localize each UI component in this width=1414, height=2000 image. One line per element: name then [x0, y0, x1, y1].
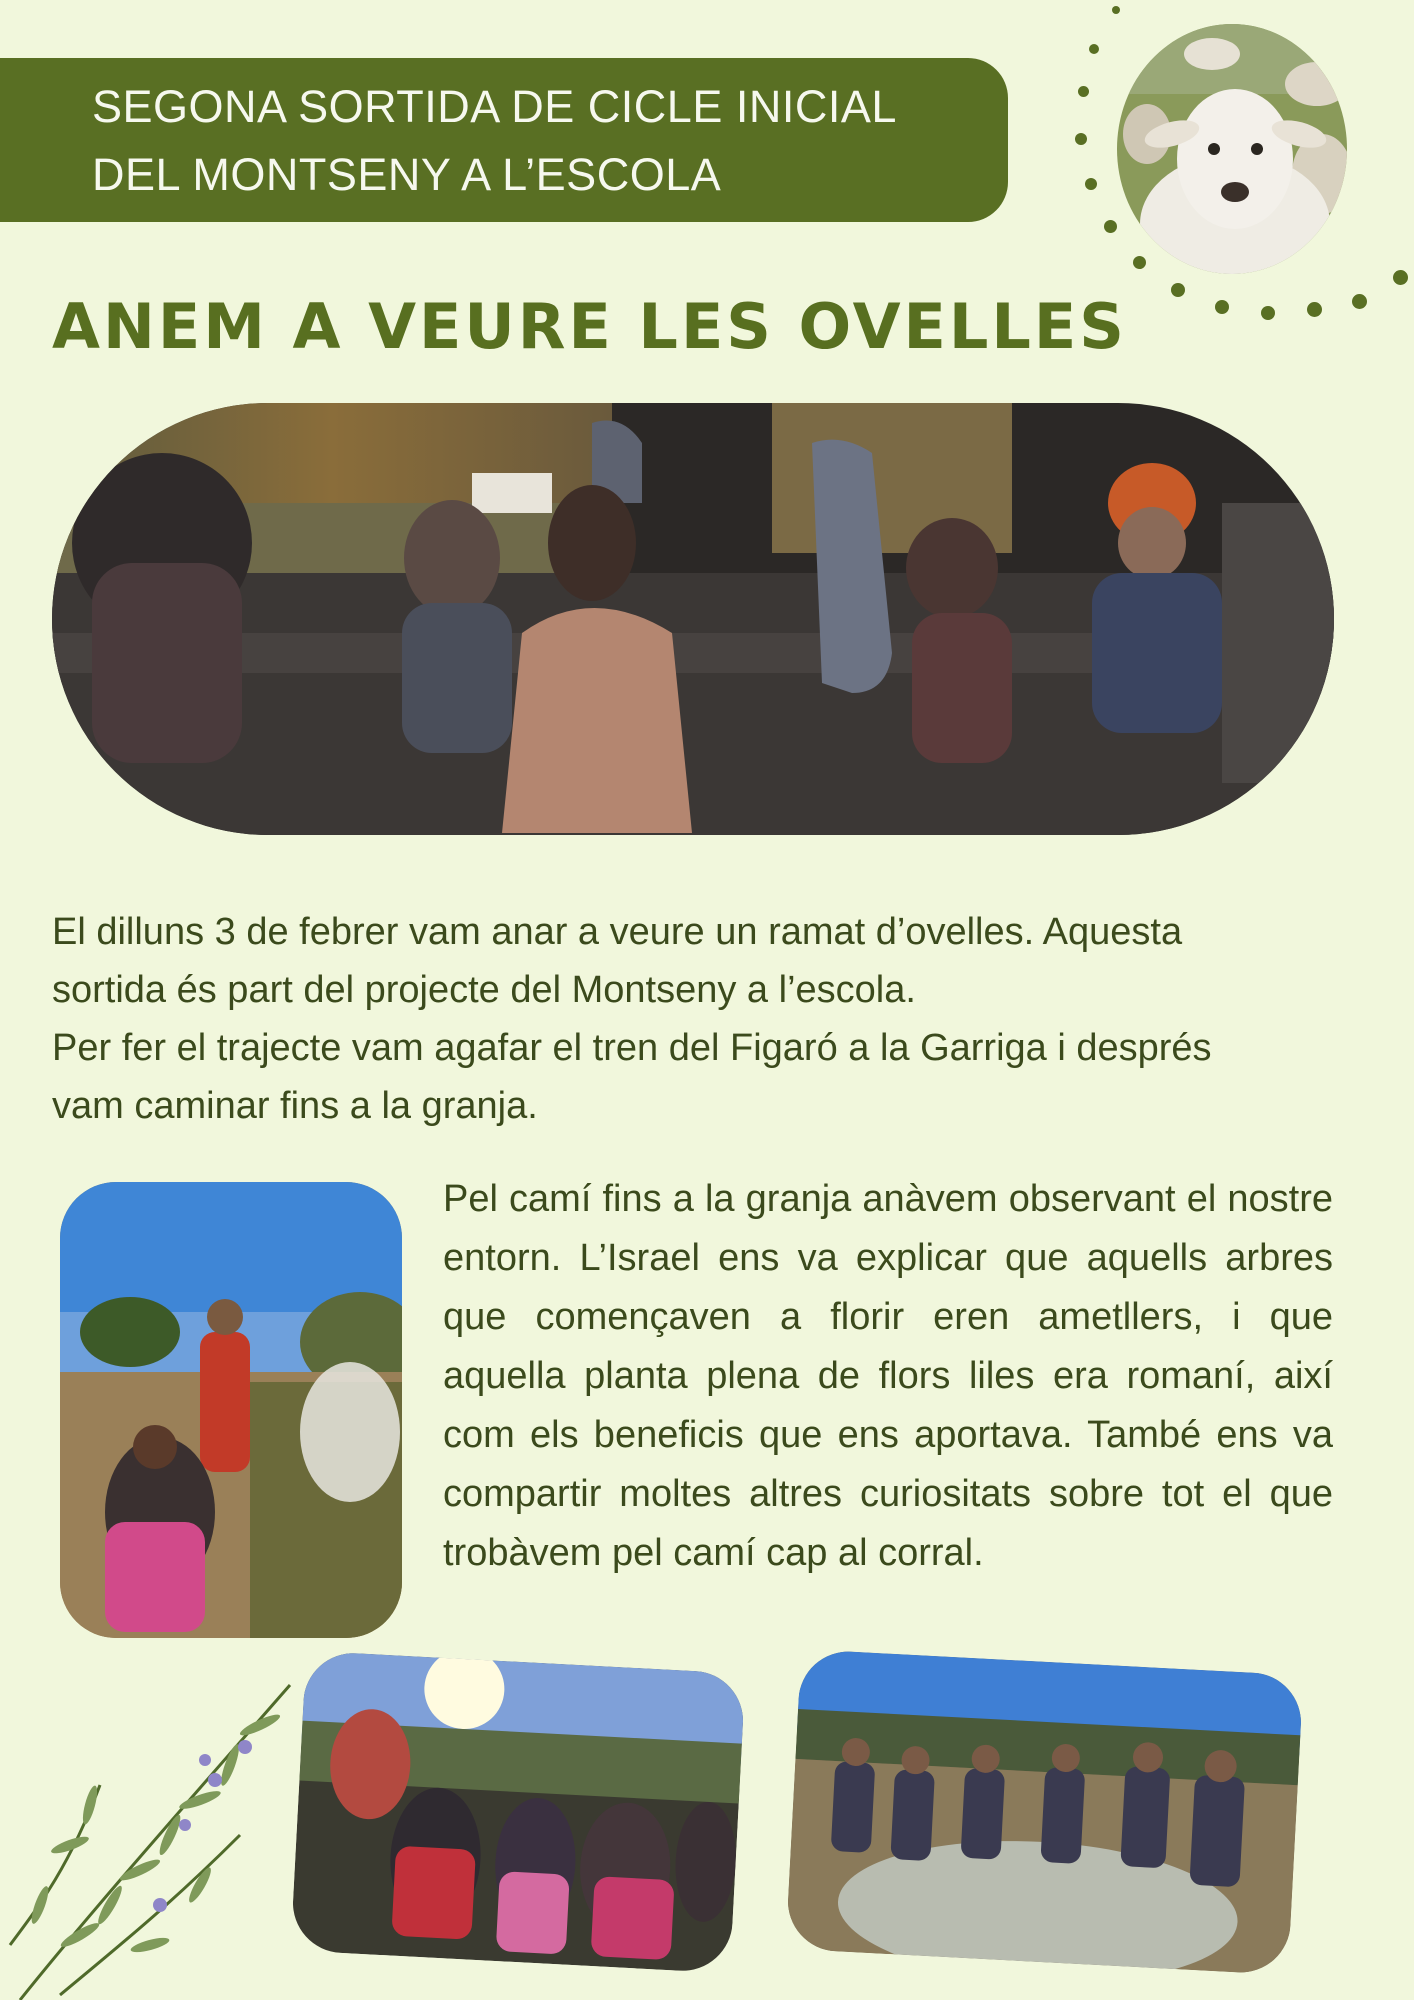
intro-line-4: vam caminar fins a la granja. — [52, 1085, 538, 1127]
intro-paragraph — [52, 903, 1352, 1135]
group-sunlight-photo — [290, 1651, 745, 1974]
banner-line-2: DEL MONTSENY A L’ESCOLA — [92, 149, 722, 200]
banner-line-1: SEGONA SORTIDA DE CICLE INICIAL — [92, 81, 897, 132]
header-banner — [0, 58, 1008, 222]
train-photo — [52, 403, 1334, 835]
path-walk-photo — [60, 1182, 402, 1638]
rosemary-sprig-illustration — [0, 1665, 320, 2000]
intro-line-3: Per fer el trajecte vam agafar el tren del Figaró a la Garriga i després — [52, 1027, 1212, 1069]
page-title: ANEM A VEURE LES OVELLES — [52, 290, 1127, 363]
group-rosemary-photo — [785, 1649, 1303, 1975]
intro-line-2: sortida és part del projecte del Montseny a l’escola. — [52, 969, 916, 1011]
intro-line-1: El dilluns 3 de febrer vam anar a veure un ramat d’ovelles. Aquesta — [52, 911, 1183, 953]
body-paragraph: Pel camí fins a la granja anàvem observant el nostre entorn. L’Israel ens va explicar que aquells arbres que començaven a florir eren ametllers, i que aquella planta plena de flors liles era romaní, així com els beneficis que ens aportava. També ens va compartir moltes altres curiositats sobre tot el que trobàvem pel camí cap al corral. — [443, 1178, 1333, 1574]
sheep-photo — [1117, 24, 1347, 274]
